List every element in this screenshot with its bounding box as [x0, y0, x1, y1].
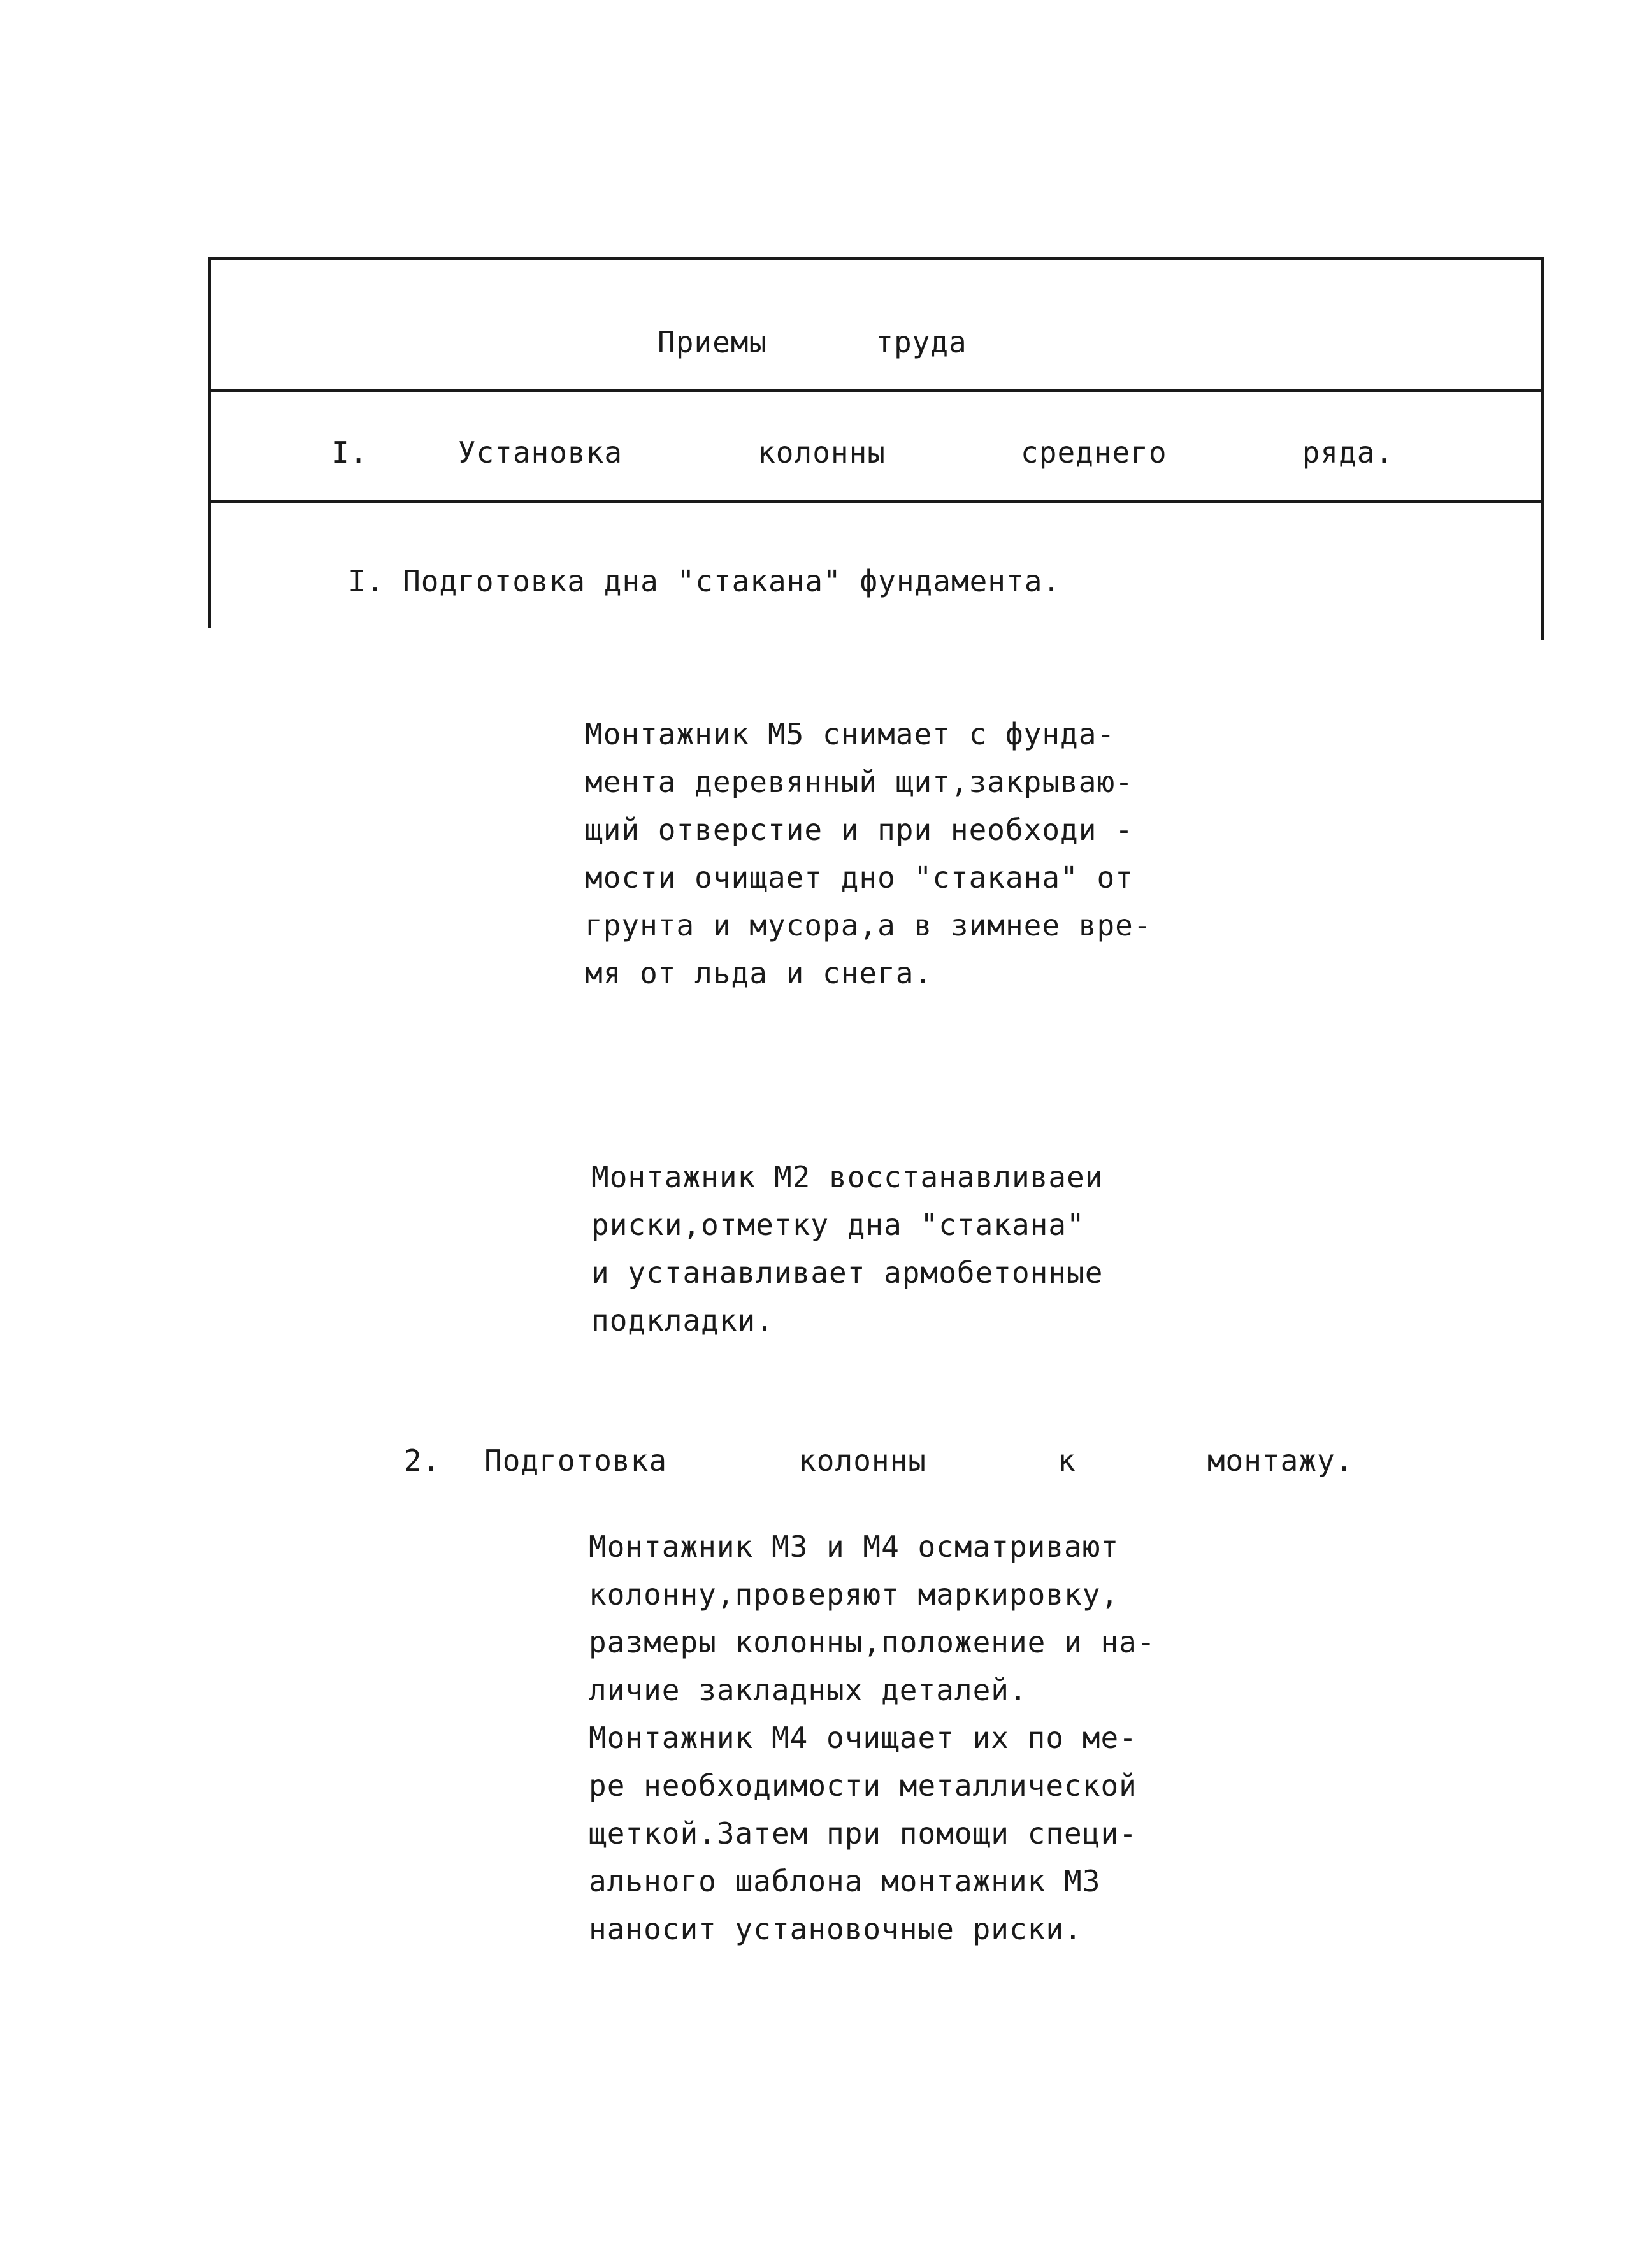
step-1-paragraph-2: Монтажник М2 восстанавливаеи риски,отметку дна "стакана" и устанавливает армобетонные подкладки. [591, 1160, 1104, 1338]
table-right-border [1541, 257, 1544, 640]
section-title: I. Установка колонны среднего ряда. [331, 435, 1394, 470]
step-1-paragraph-1: Монтажник М5 снимает с фунда- мента деревянный щит,закрываю- щий отверстие и при необходи - мости очищает дно "стакана" от грунта и мусора,а в зимнее вре- мя от льда и снега. [585, 717, 1152, 990]
table-section-divider [208, 500, 1544, 503]
table-header-divider [208, 389, 1544, 392]
step-1-title: I. Подготовка дна "стакана" фундамента. [348, 564, 1061, 598]
table-header-title: Приемы труда [658, 325, 967, 359]
table-left-border [208, 257, 211, 628]
step-2-title: 2. Подготовка колонны к монтажу. [404, 1443, 1354, 1478]
step-2-paragraph-1: Монтажник М3 и М4 осматривают колонну,проверяют маркировку, размеры колонны,положение и на- личие закладных деталей. Монтажник М4 очищает их по ме- ре необходимости металлической щеткой.Затем при помощи специ- ального шаблона монтажник М3 наносит установочные риски. [589, 1529, 1156, 1946]
table-top-border [208, 257, 1544, 260]
